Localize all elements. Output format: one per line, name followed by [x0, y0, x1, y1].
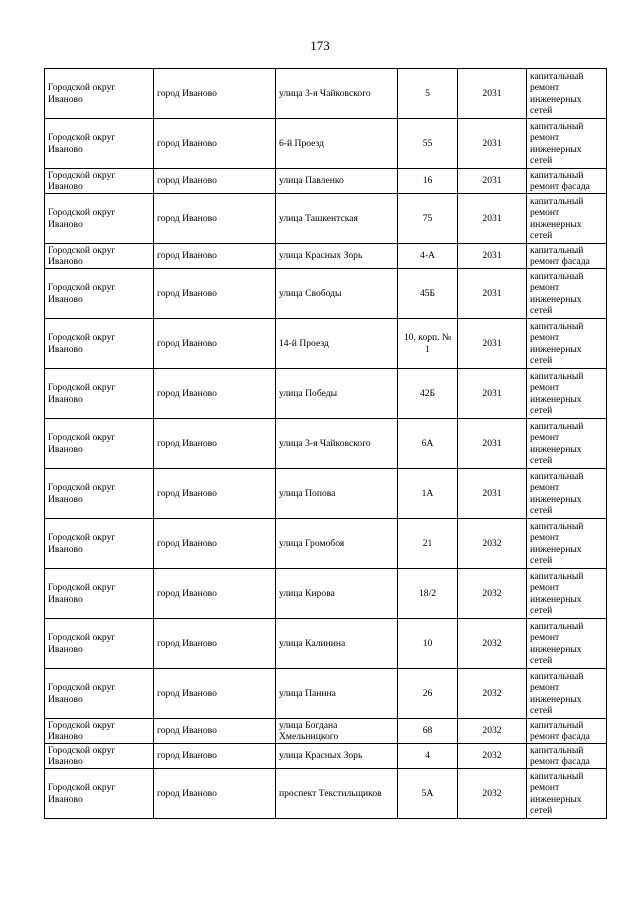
municipality-cell: Городской округ Иваново	[45, 369, 154, 419]
street-cell: улица Павленко	[276, 169, 398, 194]
street-cell: проспект Текстильщиков	[276, 769, 398, 819]
year-cell: 2031	[458, 419, 527, 469]
municipality-cell: Городской округ Иваново	[45, 419, 154, 469]
house-cell: 21	[398, 519, 458, 569]
municipality-cell: Городской округ Иваново	[45, 669, 154, 719]
table-row	[45, 769, 607, 819]
street-cell: улица Попова	[276, 469, 398, 519]
house-cell: 16	[398, 169, 458, 194]
table-body	[45, 69, 607, 819]
municipality-cell: Городской округ Иваново	[45, 619, 154, 669]
municipality-cell: Городской округ Иваново	[45, 744, 154, 769]
table-row	[45, 319, 607, 369]
settlement-cell: город Иваново	[154, 619, 276, 669]
house-cell: 18/2	[398, 569, 458, 619]
street-cell: улица Богдана Хмельницкого	[276, 719, 398, 744]
street-cell: улица Красных Зорь	[276, 744, 398, 769]
table-row	[45, 194, 607, 244]
street-cell: улица Свободы	[276, 269, 398, 319]
street-cell: улица 3-я Чайковского	[276, 69, 398, 119]
municipality-cell: Городской округ Иваново	[45, 569, 154, 619]
house-cell: 4	[398, 744, 458, 769]
table-row	[45, 169, 607, 194]
year-cell: 2031	[458, 119, 527, 169]
table-row	[45, 669, 607, 719]
year-cell: 2031	[458, 269, 527, 319]
settlement-cell: город Иваново	[154, 319, 276, 369]
settlement-cell: город Иваново	[154, 269, 276, 319]
year-cell: 2031	[458, 69, 527, 119]
year-cell: 2032	[458, 619, 527, 669]
work-type-cell: капитальный ремонт инженерных сетей	[527, 569, 607, 619]
work-type-cell: капитальный ремонт инженерных сетей	[527, 69, 607, 119]
year-cell: 2031	[458, 169, 527, 194]
house-cell: 10, корп. № 1	[398, 319, 458, 369]
table-row	[45, 719, 607, 744]
settlement-cell: город Иваново	[154, 419, 276, 469]
page-number: 173	[310, 38, 330, 53]
municipality-cell: Городской округ Иваново	[45, 69, 154, 119]
year-cell: 2032	[458, 769, 527, 819]
street-cell: улица Красных Зорь	[276, 244, 398, 269]
work-type-cell: капитальный ремонт инженерных сетей	[527, 619, 607, 669]
table-row	[45, 519, 607, 569]
settlement-cell: город Иваново	[154, 369, 276, 419]
settlement-cell: город Иваново	[154, 519, 276, 569]
street-cell: улица Панина	[276, 669, 398, 719]
house-cell: 10	[398, 619, 458, 669]
street-cell: улица Победы	[276, 369, 398, 419]
year-cell: 2032	[458, 569, 527, 619]
house-cell: 26	[398, 669, 458, 719]
table-row	[45, 244, 607, 269]
housing-repair-table	[44, 68, 607, 819]
year-cell: 2032	[458, 719, 527, 744]
street-cell: улица Кирова	[276, 569, 398, 619]
table-row	[45, 569, 607, 619]
house-cell: 45Б	[398, 269, 458, 319]
table-row	[45, 619, 607, 669]
work-type-cell: капитальный ремонт инженерных сетей	[527, 119, 607, 169]
settlement-cell: город Иваново	[154, 169, 276, 194]
work-type-cell: капитальный ремонт фасада	[527, 244, 607, 269]
settlement-cell: город Иваново	[154, 469, 276, 519]
house-cell: 1А	[398, 469, 458, 519]
municipality-cell: Городской округ Иваново	[45, 469, 154, 519]
work-type-cell: капитальный ремонт инженерных сетей	[527, 269, 607, 319]
municipality-cell: Городской округ Иваново	[45, 519, 154, 569]
table-row	[45, 369, 607, 419]
house-cell: 55	[398, 119, 458, 169]
work-type-cell: капитальный ремонт инженерных сетей	[527, 419, 607, 469]
work-type-cell: капитальный ремонт фасада	[527, 719, 607, 744]
work-type-cell: капитальный ремонт фасада	[527, 169, 607, 194]
table-row	[45, 269, 607, 319]
table-row	[45, 119, 607, 169]
street-cell: улица Громобоя	[276, 519, 398, 569]
street-cell: 6-й Проезд	[276, 119, 398, 169]
municipality-cell: Городской округ Иваново	[45, 269, 154, 319]
table-row	[45, 469, 607, 519]
house-cell: 75	[398, 194, 458, 244]
municipality-cell: Городской округ Иваново	[45, 194, 154, 244]
year-cell: 2032	[458, 519, 527, 569]
year-cell: 2031	[458, 244, 527, 269]
settlement-cell: город Иваново	[154, 69, 276, 119]
year-cell: 2031	[458, 194, 527, 244]
year-cell: 2032	[458, 669, 527, 719]
work-type-cell: капитальный ремонт инженерных сетей	[527, 769, 607, 819]
municipality-cell: Городской округ Иваново	[45, 119, 154, 169]
work-type-cell: капитальный ремонт фасада	[527, 744, 607, 769]
settlement-cell: город Иваново	[154, 244, 276, 269]
settlement-cell: город Иваново	[154, 569, 276, 619]
house-cell: 6А	[398, 419, 458, 469]
work-type-cell: капитальный ремонт инженерных сетей	[527, 194, 607, 244]
settlement-cell: город Иваново	[154, 744, 276, 769]
house-cell: 5	[398, 69, 458, 119]
table-row	[45, 69, 607, 119]
settlement-cell: город Иваново	[154, 119, 276, 169]
work-type-cell: капитальный ремонт инженерных сетей	[527, 469, 607, 519]
year-cell: 2031	[458, 369, 527, 419]
house-cell: 5А	[398, 769, 458, 819]
street-cell: улица Калинина	[276, 619, 398, 669]
table-row	[45, 744, 607, 769]
street-cell: улица Ташкентская	[276, 194, 398, 244]
house-cell: 68	[398, 719, 458, 744]
settlement-cell: город Иваново	[154, 769, 276, 819]
work-type-cell: капитальный ремонт инженерных сетей	[527, 319, 607, 369]
work-type-cell: капитальный ремонт инженерных сетей	[527, 519, 607, 569]
settlement-cell: город Иваново	[154, 719, 276, 744]
house-cell: 4-А	[398, 244, 458, 269]
settlement-cell: город Иваново	[154, 194, 276, 244]
municipality-cell: Городской округ Иваново	[45, 719, 154, 744]
work-type-cell: капитальный ремонт инженерных сетей	[527, 669, 607, 719]
year-cell: 2031	[458, 469, 527, 519]
municipality-cell: Городской округ Иваново	[45, 169, 154, 194]
street-cell: 14-й Проезд	[276, 319, 398, 369]
year-cell: 2031	[458, 319, 527, 369]
municipality-cell: Городской округ Иваново	[45, 319, 154, 369]
settlement-cell: город Иваново	[154, 669, 276, 719]
house-cell: 42Б	[398, 369, 458, 419]
year-cell: 2032	[458, 744, 527, 769]
street-cell: улица 3-я Чайковского	[276, 419, 398, 469]
municipality-cell: Городской округ Иваново	[45, 244, 154, 269]
work-type-cell: капитальный ремонт инженерных сетей	[527, 369, 607, 419]
municipality-cell: Городской округ Иваново	[45, 769, 154, 819]
table-row	[45, 419, 607, 469]
